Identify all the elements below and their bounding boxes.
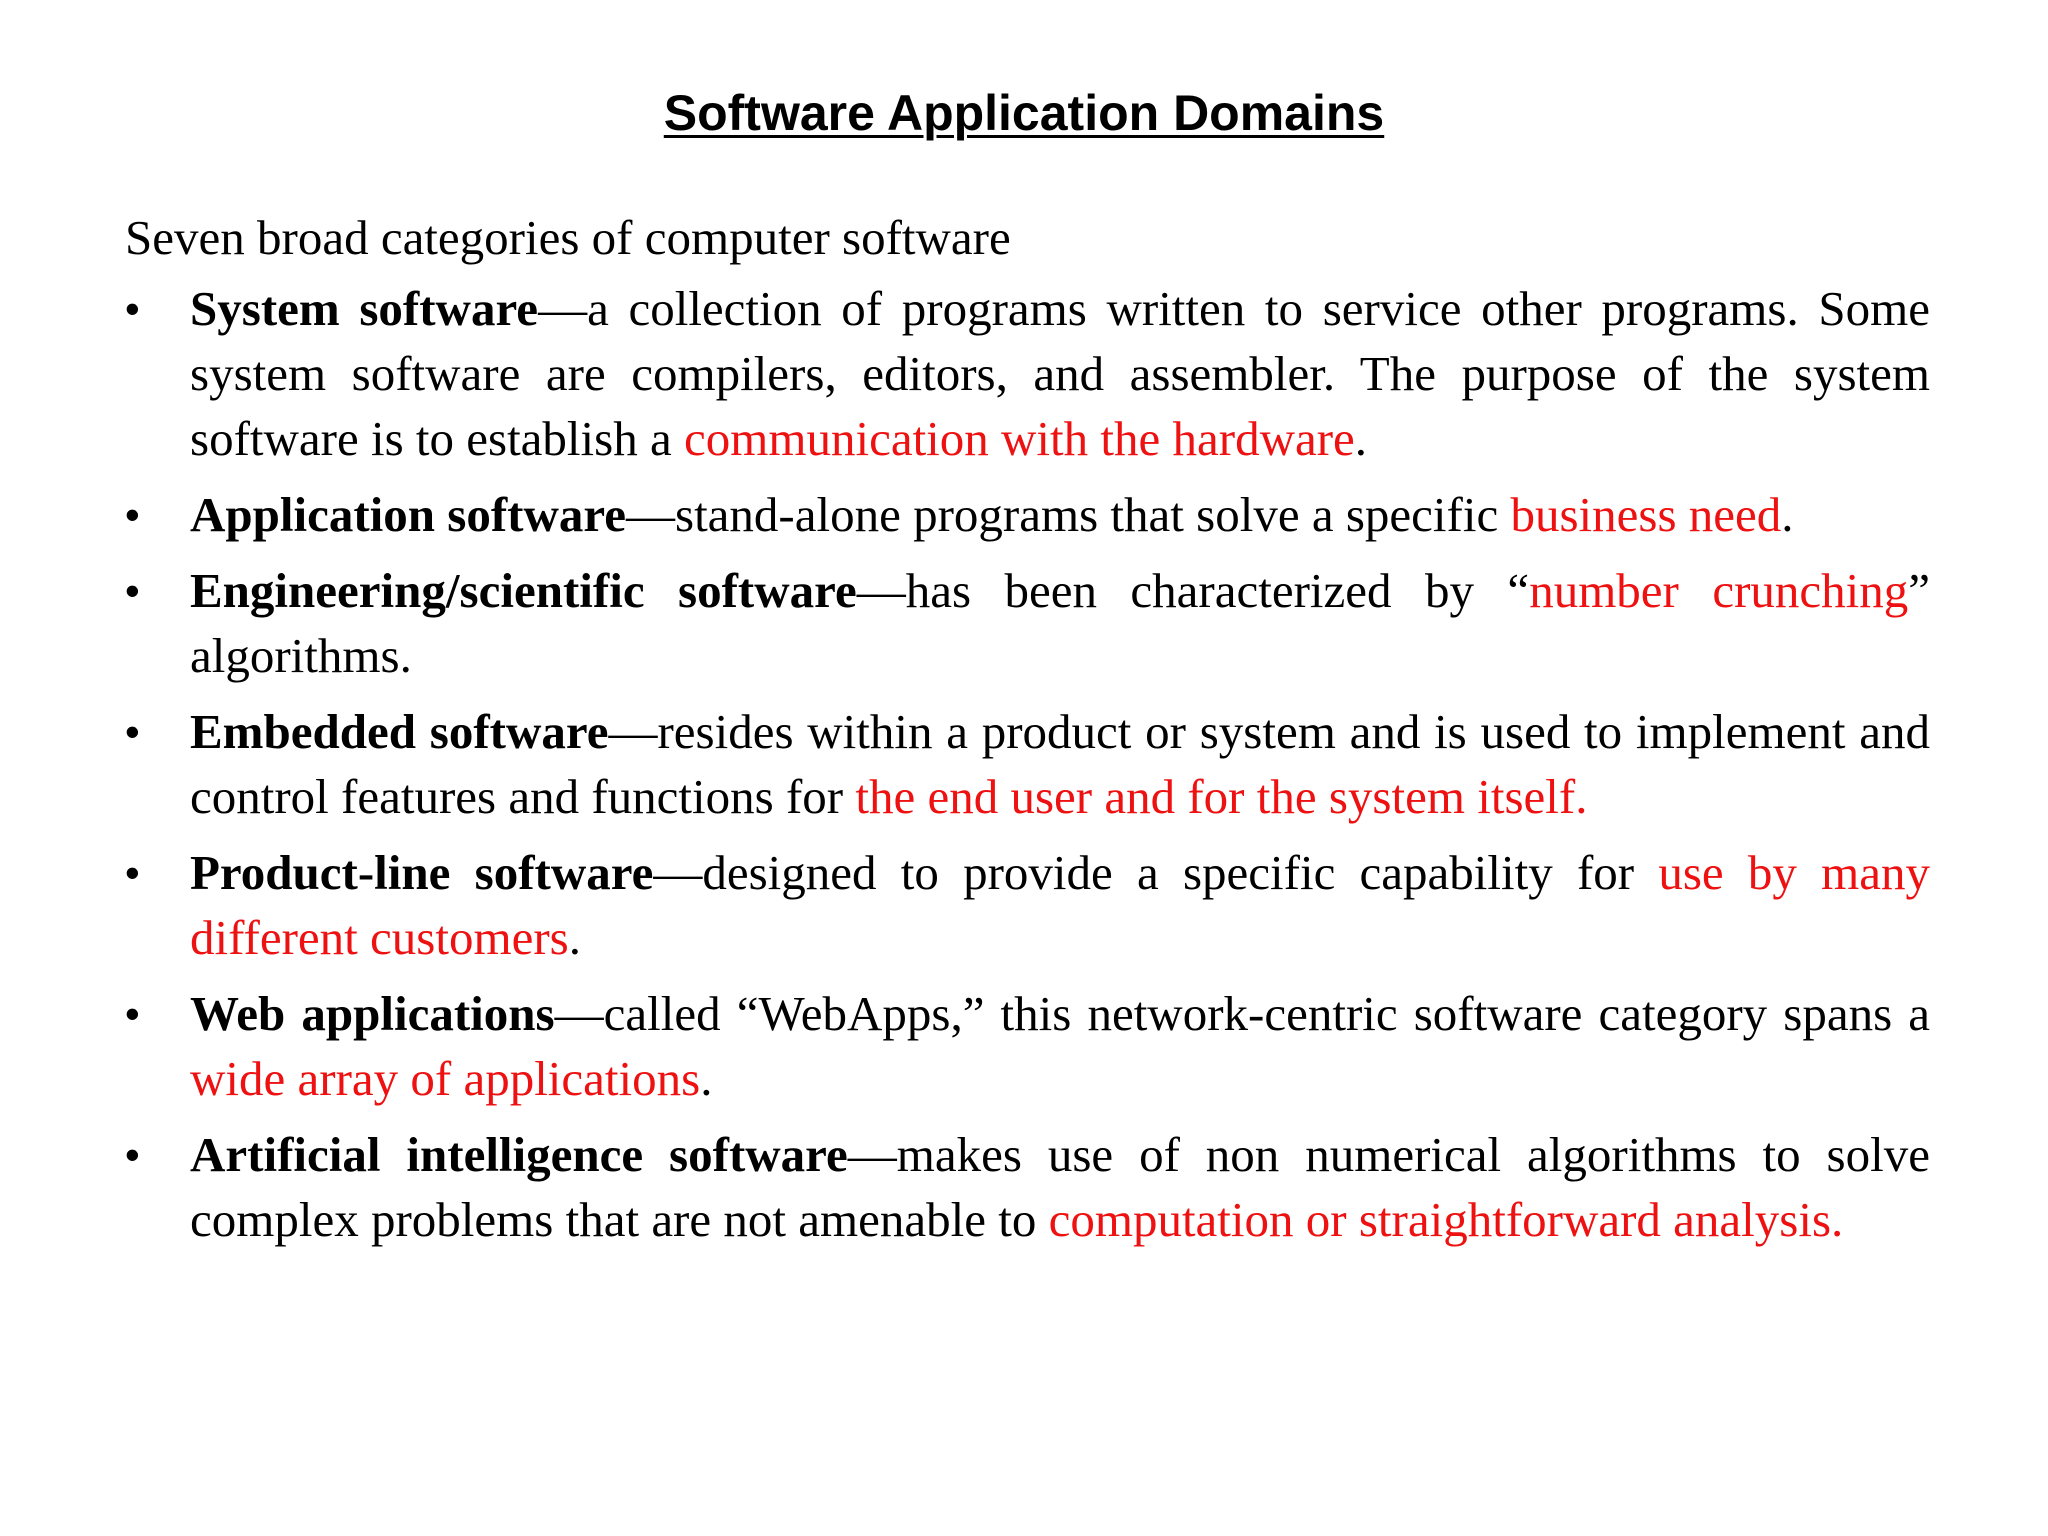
term: Application software [190, 487, 626, 542]
description-end: . [700, 1051, 713, 1106]
term: Web applications [190, 986, 555, 1041]
highlight: communication with the hardware [683, 411, 1355, 466]
description-end: . [568, 910, 581, 965]
term: Embedded software [190, 704, 609, 759]
highlight: the end user and for the system itself. [855, 769, 1588, 824]
description: —makes use of non numerical algorithms to solve complex problems that are not amenable to [190, 1127, 1930, 1247]
category-list [125, 276, 1930, 1263]
list-item-engineering-software [125, 558, 1930, 688]
highlight: use by many different customers [190, 845, 1930, 965]
term: Artificial intelligence software [190, 1127, 848, 1182]
highlight: number crunching [1529, 563, 1909, 618]
list-item-product-line-software [125, 840, 1930, 970]
slide-title-text: Software Application Domains [663, 85, 1385, 141]
bullet-icon: • [125, 567, 140, 614]
bullet-icon: • [125, 708, 140, 755]
description: —called “WebApps,” this network-centric software category spans a [554, 986, 1930, 1041]
list-item-application-software [125, 482, 1930, 547]
bullet-icon: • [125, 491, 140, 538]
list-item-web-applications [125, 981, 1930, 1111]
list-item-ai-software [125, 1122, 1930, 1252]
highlight: computation or straightforward analysis. [1048, 1192, 1844, 1247]
list-item-embedded-software [125, 699, 1930, 829]
description: —stand-alone programs that solve a specific [626, 487, 1511, 542]
intro-text: Seven broad categories of computer software [125, 210, 1011, 265]
bullet-icon: • [125, 1131, 140, 1178]
description: —resides within a product or system and is used to implement and control features and functions for [190, 704, 1930, 824]
description-end: . [1781, 487, 1794, 542]
highlight: business need [1510, 487, 1782, 542]
description-end: . [1354, 411, 1368, 466]
description: —designed to provide a specific capability for [653, 845, 1659, 900]
description-end: ” algorithms. [190, 563, 1930, 683]
bullet-icon: • [125, 990, 140, 1037]
term: Product-line software [190, 845, 654, 900]
term: Engineering/scientific software [190, 563, 857, 618]
term: System software [190, 281, 539, 336]
description: —a collection of programs written to service other programs. Some system software are compilers, editors, and assembler. The purpose of the system software is to establish a [190, 281, 1930, 466]
bullet-icon: • [125, 285, 140, 332]
description: —has been characterized by “ [856, 563, 1530, 618]
list-item-system-software [125, 276, 1930, 471]
bullet-icon: • [125, 849, 140, 896]
slide-title [0, 78, 2048, 148]
highlight: wide array of applications [190, 1051, 701, 1106]
